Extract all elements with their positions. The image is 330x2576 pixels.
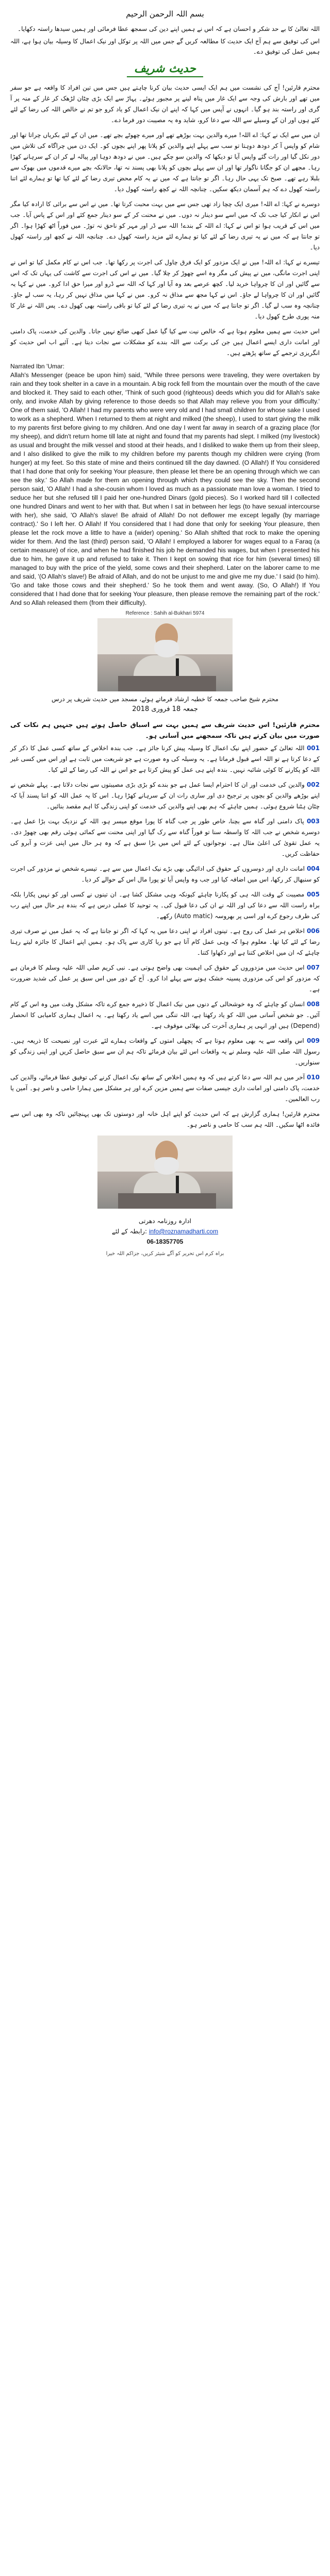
point-text: اللہ تعالیٰ کے حضور اپنے نیک اعمال کا وسیلہ پیش کرنا جائز ہے۔ جب بندہ اخلاص کے ساتھ کسی عمل کا ذکر کر کے دعا کرتا ہے تو اللہ اسے قبول فرماتا ہے۔ یہ وسیلہ کی وہ صورت ہے جو شریعت میں ثابت ہے اور اس میں کسی غیر اللہ کو پکارنے کا کوئی شائبہ نہیں۔ بندہ اپنے ہی عمل کو پیش کرتا ہے جو اس نے اللہ کی رضا کے لئے کیا۔ — [10, 744, 320, 773]
podium — [118, 676, 216, 691]
intro-paragraph: تیسرے نے کہا: اے اللہ! میں نے ایک مزدور کو ایک فرق چاول کی اجرت پر رکھا تھا۔ جب اس نے کام مکمل کیا تو اس نے اپنی اجرت مانگی، میں نے پیش کی مگر وہ اسے چھوڑ کر چلا گیا۔ میں نے اس کی اجرت سے کاشت کی یہاں تک کہ اس سے گائیں اور ان کا چرواہا خرید لیا۔ کچھ عرصے بعد وہ آیا اور کہا کہ اللہ سے ڈرو اور میرا حق ادا کرو۔ میں نے کہا یہ گائیں اور ان کا چرواہا لے جاؤ۔ اس نے کہا مجھ سے مذاق نہ کرو۔ میں نے کہا میں مذاق نہیں کر رہا، یہ سب لے جاؤ۔ چنانچہ وہ سب لے گیا۔ اگر تو جانتا ہے کہ میں نے یہ تیری رضا کے لئے کیا تو باقی راستہ بھی کھول دے۔ پس اللہ نے غار کا منہ پوری طرح کھول دیا۔ — [10, 259, 320, 320]
commentary-point — [10, 779, 320, 812]
point-number: 009 — [306, 1037, 320, 1044]
point-text: اخلاص ہر عمل کی روح ہے۔ تینوں افراد نے اپنی دعا میں یہ کہا کہ اگر تو جانتا ہے کہ یہ عمل میں نے صرف تیری رضا کے لئے کیا تھا۔ معلوم ہوا کہ وہی عمل کام آتا ہے جو ریا کاری سے پاک ہو۔ ہمیں اپنے اعمال کا جائزہ لیتے رہنا چاہئے کہ ان میں اخلاص کتنا ہے اور دکھاوا کتنا۔ — [10, 927, 320, 956]
title-banner — [10, 61, 320, 77]
commentary-point — [10, 863, 320, 885]
hadith-reference: Reference : Sahih al-Bukhari 5974 — [125, 611, 205, 616]
photo-caption: محترم شیخ صاحب جمعہ کا خطبہ ارشاد فرماتے ہوئے، مسجد میں حدیث شریف پر درس — [51, 696, 279, 703]
narrator-line: Narrated Ibn 'Umar: — [10, 363, 64, 370]
speaker-photo — [97, 618, 233, 691]
footer — [10, 1216, 320, 1259]
point-text: انسان کو چاہئے کہ وہ خوشحالی کے دنوں میں نیک اعمال کا ذخیرہ جمع کرے تاکہ مشکل وقت میں وہ اس کے کام آئیں۔ جو شخص آسانی میں اللہ کو یاد رکھتا ہے، اللہ تنگی میں اسے یاد رکھتا ہے۔ یہ اعمال ہماری کامیابی کا انحصار (Depend) ہیں اور انہی پر ہماری آخرت کی بھلائی موقوف ہے۔ — [10, 1001, 320, 1029]
point-text: والدین کی خدمت اور ان کا احترام ایسا عمل ہے جو بندے کو بڑی بڑی مصیبتوں سے نجات دلاتا ہے۔ پہلے شخص نے اپنے بوڑھے والدین کو بچوں پر ترجیح دی اور ساری رات ان کے سرہانے کھڑا رہا۔ اس کا یہ عمل اللہ کو اتنا پسند آیا کہ چٹان ہٹنا شروع ہوئی۔ ہمیں چاہئے کہ ہم بھی اپنے والدین کی خدمت کو اپنی زندگی کا اہم مقصد بنائیں۔ — [10, 781, 320, 810]
commentary-point — [10, 926, 320, 958]
photo-date: جمعہ 18 فروری 2018 — [132, 705, 198, 713]
intro-line: اس کی توفیق سے ہم آج ایک حدیث کا مطالعہ کریں گے جس میں اللہ پر توکل اور نیک اعمال کا وسیلہ بیان ہوا ہے، اللہ ہمیں عمل کی توفیق دے۔ — [10, 38, 320, 55]
speaker-photo-2 — [97, 1136, 233, 1209]
commentary-points — [10, 743, 320, 1105]
point-number: 001 — [306, 744, 320, 752]
author-line: ادارہ روزنامہ دھرتی — [139, 1217, 191, 1225]
point-number: 004 — [306, 865, 320, 872]
commentary-point — [10, 1036, 320, 1068]
point-text: امانت داری اور دوسروں کے حقوق کی ادائیگی بھی بڑے نیک اعمال میں سے ہے۔ تیسرے شخص نے مزدور کی اجرت کو سنبھال کر رکھا، اس میں اضافہ کیا اور جب وہ واپس آیا تو پورا مال اس کے حوالے کر دیا۔ — [10, 865, 320, 883]
document-page — [10, 0, 320, 1259]
podium — [118, 1193, 216, 1209]
commentary-point — [10, 816, 320, 859]
intro-line: اللہ تعالیٰ کا بے حد شکر و احسان ہے کہ اس نے ہمیں اپنے دین کی سمجھ عطا فرمائی اور ہمیں سیدھا راستہ دکھایا۔ — [18, 25, 320, 32]
point-number: 007 — [306, 964, 320, 971]
commentary-point — [10, 999, 320, 1031]
contact-row — [10, 1226, 320, 1236]
bismillah: بسم اللہ الرحمن الرحیم — [126, 9, 204, 19]
point-number: 002 — [306, 781, 320, 788]
commentary-opening: محترم قارئین! اس حدیث شریف سے ہمیں بہت سے اسباق حاصل ہوتے ہیں جنہیں ہم نکات کی صورت میں بیان کرتے ہیں تاکہ سمجھنے میں آسانی ہو۔ — [10, 721, 320, 739]
point-number: 003 — [306, 818, 320, 825]
footer-note: براہ کرم اس تحریر کو آگے شیئر کریں، جزاکم اللہ خیرا — [106, 1251, 224, 1257]
point-number: 006 — [306, 927, 320, 935]
english-hadith-text: Allah's Messenger (peace be upon him) said, "While three persons were traveling, they were overtaken by rain and they took shelter in a cave in a mountain. A big rock fell from the mountain over the mouth of the cave and blocked it. They said to each other, 'Think of such good (righteous) deeds which you did for Allah's sake only, and invoke Allah by giving reference to those deeds so that Allah may relieve you from your difficulty.' One of them said, 'O Allah! I had my parents who were very old and I had small children for whose sake I used to work as a shepherd. When I returned to them at night and milked (the sheep), I used to start giving the milk to my parents first before giving to my children. And one day I went far away in search of a grazing place (for my sheep), and didn't return home till late at night and found that my parents had slept. I milked (my livestock) as usual and brought the milk vessel and stood at their heads, and I disliked to wake them up from their sleep, and I also disliked to give the milk to my children before my parents though my children were crying (from hunger) at my feet. So this state of mine and theirs continued till the day dawned. (O Allah!) If You considered that I had done that only for seeking Your pleasure, then please let there be an opening through which we can see the sky.' So Allah made for them an opening through which they could see the sky. Then the second person said, 'O Allah! I had a she-cousin whom I loved as much as a passionate man love a woman. I tried to seduce her but she refused till I paid her one-hundred Dinars (gold pieces). So I worked hard till I collected one hundred Dinars and went to her with that. But when I sat in between her legs (to have sexual intercourse with her), she said, 'O Allah's slave! Be afraid of Allah! Do not deflower me except legally (by marriage contract).' So I left her. O Allah! If You considered that I had done that only for seeking Your pleasure, then please let the rock move a little to have a (wider) opening.' So Allah shifted that rock to make the opening wider for them. And the last (third) person said, 'O Allah! I employed a laborer for wages equal to a Faraq (a certain measure) of rice, and when he had finished his job he demanded his wages, but when I presented his due to him, he gave it up and refused to take it. Then I kept on sowing that rice for him (several times) till managed to buy with the price of the yield, some cows and their shepherd. Later on the laborer came to me and said, '(O Allah's slave!) Be afraid of Allah, and do not be unjust to me and give me my due.' I said (to him). 'Go and take those cows and their shepherd.' So he took them and went away. (So, O Allah!) If You considered that I had done that for seeking Your pleasure, then please remove the remaining part of the rock.' And so Allah released them (from their difficulty). — [10, 371, 320, 606]
commentary-point — [10, 743, 320, 775]
point-number: 005 — [306, 891, 320, 898]
intro-paragraph: محترم قارئین! آج کی نشست میں ہم ایک ایسی حدیث بیان کرنا چاہتے ہیں جس میں تین افراد کا واقعہ ہے جو سفر میں تھے اور بارش کی وجہ سے ایک غار میں پناہ لینے پر مجبور ہوئے۔ پہاڑ سے ایک بڑی چٹان لڑھک کر غار کے منہ پر آ گری اور راستہ بند ہو گیا۔ انہوں نے آپس میں کہا کہ اپنے ان نیک اعمال کو یاد کرو جو تم نے خالص اللہ کی رضا کے لئے کئے ہوں اور ان کے وسیلے سے اللہ سے دعا کرو، شاید وہ یہ مصیبت دور فرما دے۔ — [10, 84, 320, 124]
intro-paragraph: دوسرے نے کہا: اے اللہ! میری ایک چچا زاد تھی جس سے میں بہت محبت کرتا تھا۔ میں نے اس سے برائی کا ارادہ کیا مگر اس نے انکار کیا جب تک کہ میں اسے سو دینار نہ دوں۔ میں نے محنت کر کے سو دینار جمع کئے اور اس کے پاس آیا۔ جب میں اس کے قریب ہوا تو اس نے کہا: اے اللہ کے بندے! اللہ سے ڈر اور مہر کو ناحق نہ توڑ۔ میں فوراً اٹھ کھڑا ہوا۔ اگر تو جانتا ہے کہ میں نے یہ تیری رضا کے لئے کیا تو ہمارے لئے مزید راستہ کھول دے۔ چنانچہ اللہ نے کچھ اور راستہ کھول دیا۔ — [10, 200, 320, 251]
commentary-point — [10, 889, 320, 922]
phone-number: 06-18357705 — [146, 1238, 184, 1245]
point-text: مصیبت کے وقت اللہ ہی کو پکارنا چاہئے کیونکہ وہی مشکل کشا ہے۔ ان تینوں نے کسی اور کو نہیں پکارا بلکہ براہ راست اللہ سے دعا کی اور اللہ نے ان کی دعا قبول کی۔ یہ توحید کا عملی درس ہے کہ بندہ ہر حال میں اپنے رب کی طرف رجوع کرے اور اسی پر بھروسہ (Auto matic) رکھے۔ — [10, 891, 320, 920]
speaker-beard — [154, 1157, 179, 1175]
commentary-point — [10, 1072, 320, 1105]
point-number: 008 — [306, 1001, 320, 1008]
email-link[interactable]: info@roznamadharti.com — [148, 1228, 219, 1235]
contact-label: رابطہ کے لئے: — [111, 1228, 147, 1235]
commentary-closing: محترم قارئین! ہماری گزارش ہے کہ اس حدیث کو اپنے اہل خانہ اور دوستوں تک بھی پہنچائیں تاکہ وہ بھی اس سے فائدہ اٹھا سکیں۔ اللہ ہم سب کا حامی و ناصر ہو۔ — [10, 1110, 320, 1128]
point-text: اس حدیث میں مزدوروں کے حقوق کی اہمیت بھی واضح ہوتی ہے۔ نبی کریم صلی اللہ علیہ وسلم کا فرمان ہے کہ مزدور کو اس کی مزدوری پسینہ خشک ہونے سے پہلے ادا کرو۔ آج کے دور میں اس سبق پر عمل کی شدید ضرورت ہے۔ — [10, 964, 320, 993]
point-text: پاک دامنی اور گناہ سے بچنا، خاص طور پر جب گناہ کا پورا موقع میسر ہو، اللہ کے نزدیک بہت بڑا عمل ہے۔ دوسرے شخص نے جب اللہ کا واسطہ سنا تو فوراً گناہ سے رک گیا اور اپنی محنت سے کمائی ہوئی رقم بھی چھوڑ دی۔ یہ عمل تقویٰ کی اعلیٰ مثال ہے۔ نوجوانوں کے لئے اس میں بڑا سبق ہے کہ وہ ہر حال میں اپنی عزت و آبرو کی حفاظت کریں۔ — [10, 818, 320, 857]
intro-paragraph: اس حدیث سے ہمیں معلوم ہوتا ہے کہ خالص نیت سے کیا گیا عمل کبھی ضائع نہیں جاتا۔ والدین کی خدمت، پاک دامنی اور امانت داری ایسے اعمال ہیں جن کی برکت سے اللہ بندے کو مشکلات سے نجات دیتا ہے۔ آئیے اب اس حدیث کو انگریزی ترجمے کے ساتھ پڑھتے ہیں۔ — [10, 328, 320, 357]
point-number: 010 — [306, 1074, 320, 1081]
commentary-point — [10, 962, 320, 995]
point-text: آخر میں ہم اللہ سے دعا کرتے ہیں کہ وہ ہمیں اخلاص کے ساتھ نیک اعمال کرنے کی توفیق عطا فرمائے، والدین کی خدمت، پاک دامنی اور امانت داری جیسی صفات سے ہمیں مزین کرے اور ہر مشکل میں ہمارا حامی و ناصر ہو۔ آمین یا رب العالمین۔ — [10, 1074, 320, 1103]
page-title: حدیث شریف — [127, 61, 203, 77]
speaker-beard — [154, 640, 179, 657]
point-text: اس واقعہ سے یہ بھی معلوم ہوتا ہے کہ پچھلی امتوں کے واقعات ہمارے لئے عبرت اور نصیحت کا ذریعہ ہیں۔ رسول اللہ صلی اللہ علیہ وسلم نے یہ واقعات اس لئے بیان فرمائے تاکہ ہم ان سے سبق حاصل کریں اور اپنی زندگی کو سنواریں۔ — [10, 1037, 320, 1066]
intro-paragraph: ان میں سے ایک نے کہا: اے اللہ! میرے والدین بہت بوڑھے تھے اور میرے چھوٹے بچے تھے۔ میں ان کے لئے بکریاں چراتا تھا اور شام کو واپس آ کر دودھ دوہتا تو سب سے پہلے اپنے والدین کو پلاتا پھر اپنے بچوں کو۔ ایک دن میں چراگاہ کی تلاش میں دور نکل گیا اور رات گئے واپس آیا تو دیکھا کہ والدین سو چکے ہیں۔ میں نے دودھ دوہا اور پیالہ لے کر ان کے سرہانے کھڑا رہا۔ مجھے ان کو جگانا ناگوار تھا اور ان سے پہلے بچوں کو پلانا بھی پسند نہ تھا، حالانکہ بچے میرے قدموں میں بھوک سے بلبلا رہے تھے۔ صبح تک یہی حال رہا۔ اگر تو جانتا ہے کہ میں نے یہ کام محض تیری رضا کے لئے کیا تھا تو ہمارے لئے اتنا راستہ کھول دے کہ ہم آسمان دیکھ سکیں۔ چنانچہ اللہ نے کچھ راستہ کھول دیا۔ — [10, 131, 320, 193]
